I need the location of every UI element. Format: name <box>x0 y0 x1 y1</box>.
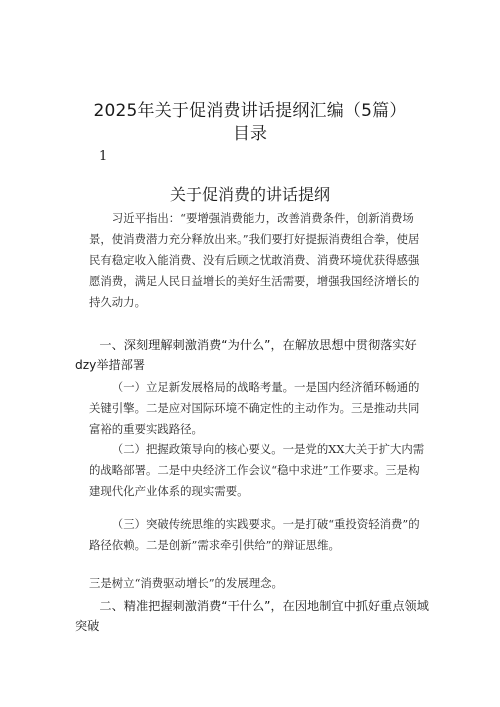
toc-heading: 目录 <box>233 124 267 144</box>
heading-two: 二、精准把握刺激消费“干什么”，在因地制宜中抓好重点领域突破 <box>75 599 429 633</box>
intro-paragraph: 习近平指出：“要增强消费能力，改善消费条件，创新消费场景，使消费潜力充分释放出来。”我们要打好提振消费组合拳，使居民有稳定收入能消费、没有后顾之忧敢消费、消费环境优获得感强愿消费，满足人民日益增长的美好生活需要，增强我国经济增长的持久动力。 <box>89 211 420 309</box>
heading-one: 一、深刻理解刺激消费“为什么”，在解放思想中贯彻落实好dzy举措部署 <box>75 338 417 372</box>
document-title: 2025年关于促消费讲话提纲汇编（5篇） <box>93 101 407 121</box>
paragraph-four: 三是树立“消费驱动增长”的发展理念。 <box>89 576 283 590</box>
paragraph-one: （一）立足新发展格局的战略考量。一是国内经济循环畅通的关键引擎。二是应对国际环境不确定性的主动作为。三是推动共同富裕的重要实践路径。 <box>89 380 420 436</box>
section-title: 关于促消费的讲话提纲 <box>169 185 330 204</box>
paragraph-two: （二）把握政策导向的核心要义。一是党的XX大关于扩大内需的战略部署。二是中央经济工作会议“稳中求进”工作要求。三是构建现代化产业体系的现实需要。 <box>89 442 425 498</box>
toc-entry: 1 <box>99 149 108 164</box>
paragraph-three: （三）突破传统思维的实践要求。一是打破“重投资轻消费”的路径依赖。二是创新”需求牵引供给”的辩证思维。 <box>89 517 420 552</box>
